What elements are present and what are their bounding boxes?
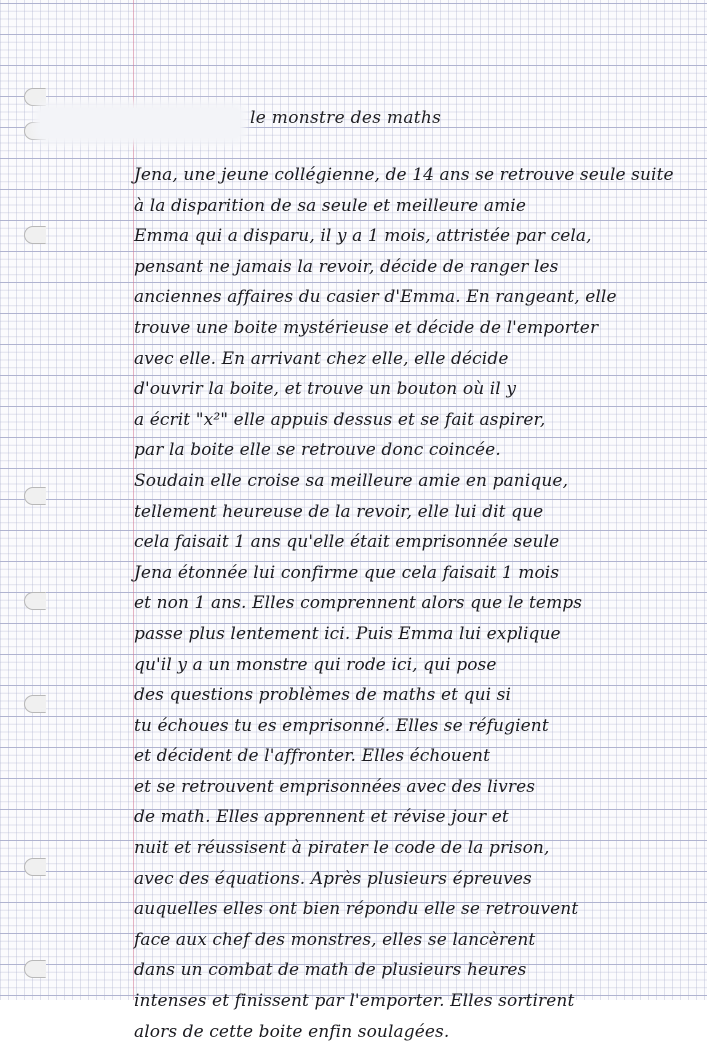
text-line: Jena étonnée lui confirme que cela faisait 1 mois	[134, 562, 560, 583]
text-line: avec des équations. Après plusieurs épreuves	[134, 868, 532, 889]
text-line: pensant ne jamais la revoir, décide de ranger les	[134, 256, 559, 277]
text-line: des questions problèmes de maths et qui si	[134, 685, 512, 706]
text-line: auquelles elles ont bien répondu elle se retrouvent	[134, 899, 579, 920]
text-line: Soudain elle croise sa meilleure amie en panique,	[134, 470, 569, 491]
text-line: d'ouvrir la boite, et trouve un bouton où il y	[134, 379, 517, 400]
text-line: intenses et finissent par l'emporter. Elles sortirent	[134, 991, 575, 1012]
text-line: cela faisait 1 ans qu'elle était emprisonnée seule	[134, 532, 560, 553]
text-line: anciennes affaires du casier d'Emma. En rangeant, elle	[134, 287, 617, 308]
text-line: nuit et réussisent à pirater le code de la prison,	[134, 838, 550, 859]
text-line: et décident de l'affronter. Elles échouent	[134, 746, 490, 767]
text-line: et non 1 ans. Elles comprennent alors que le temps	[134, 593, 583, 614]
text-line: Emma qui a disparu, il y a 1 mois, attristée par cela,	[134, 226, 592, 247]
binder-hole	[24, 88, 46, 106]
binder-hole	[24, 695, 46, 713]
redacted-name-area	[40, 108, 240, 138]
binder-hole	[24, 226, 46, 244]
text-line: de math. Elles apprennent et révise jour et	[134, 807, 509, 828]
text-line: avec elle. En arrivant chez elle, elle décide	[134, 348, 509, 369]
text-line: a écrit "x²" elle appuis dessus et se fait aspirer,	[134, 409, 546, 430]
handwritten-text-block	[134, 160, 694, 1047]
text-line: à la disparition de sa seule et meilleure amie	[134, 195, 526, 216]
text-line: qu'il y a un monstre qui rode ici, qui pose	[134, 654, 497, 675]
text-line: passe plus lentement ici. Puis Emma lui explique	[134, 623, 561, 644]
text-line: face aux chef des monstres, elles se lancèrent	[134, 929, 536, 950]
text-line: trouve une boite mystérieuse et décide de l'emporter	[134, 317, 599, 338]
text-line: tellement heureuse de la revoir, elle lui dit que	[134, 501, 544, 522]
binder-hole	[24, 487, 46, 505]
binder-hole	[24, 960, 46, 978]
text-line: et se retrouvent emprisonnées avec des livres	[134, 776, 536, 797]
binder-hole	[24, 592, 46, 610]
page-title: le monstre des maths	[250, 108, 442, 128]
text-line: dans un combat de math de plusieurs heures	[134, 960, 527, 981]
text-line: Jena, une jeune collégienne, de 14 ans se retrouve seule suite	[134, 165, 674, 185]
text-line: alors de cette boite enfin soulagées.	[134, 1021, 450, 1042]
text-line: par la boite elle se retrouve donc coincée.	[134, 440, 501, 461]
binder-hole	[24, 858, 46, 876]
text-line: tu échoues tu es emprisonné. Elles se réfugient	[134, 715, 549, 736]
